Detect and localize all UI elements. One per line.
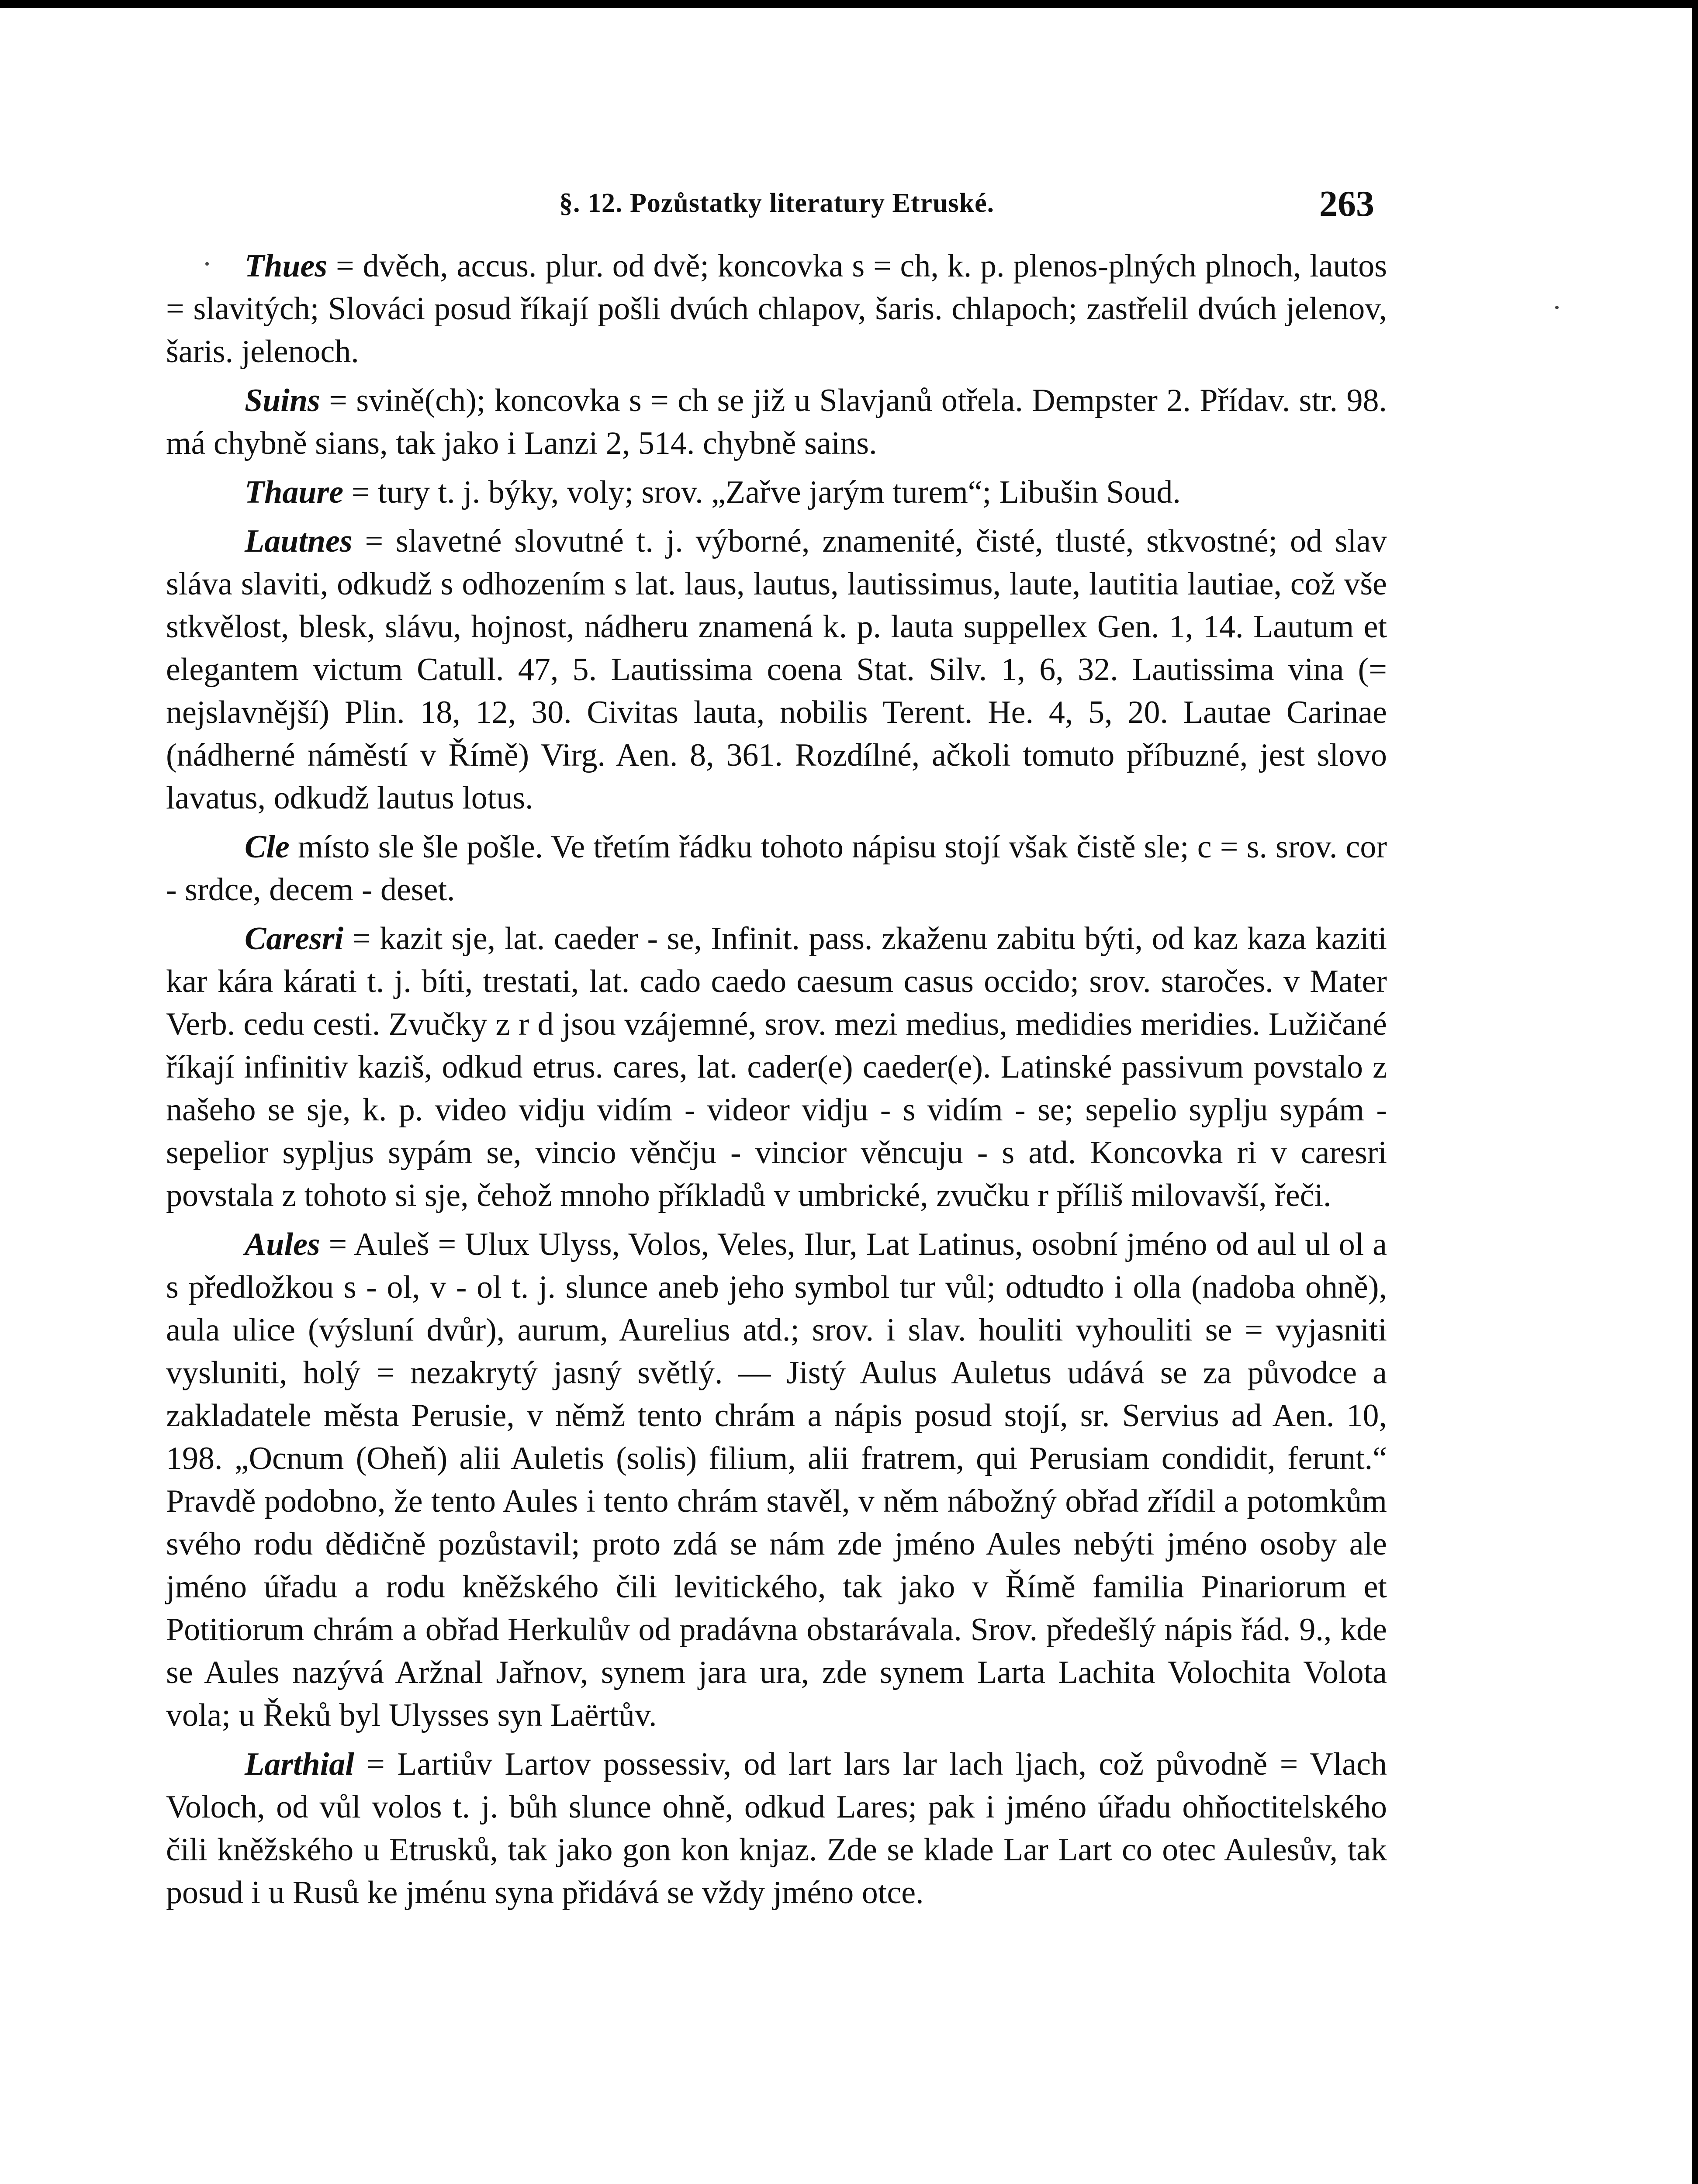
- running-head: §. 12. Pozůstatky literatury Etruské.: [559, 188, 995, 218]
- paragraph-caresri: [166, 917, 1387, 1217]
- paragraph-thues: [166, 245, 1387, 373]
- head-word: Thues: [245, 248, 328, 284]
- paragraph-lautnes: [166, 520, 1387, 819]
- paragraph-larthial: [166, 1743, 1387, 1914]
- head-word: Suins: [245, 383, 320, 418]
- paragraph-text: = svině(ch); koncovka s = ch se již u Slavjanů otřela. Dempster 2. Přídav. str. 98. má chybně sians, tak jako i Lanzi 2, 514. chybně sains.: [166, 383, 1387, 461]
- paragraph-aules: [166, 1223, 1387, 1737]
- head-word: Caresri: [245, 921, 344, 957]
- head-word: Larthial: [245, 1746, 354, 1782]
- head-word: Aules: [245, 1227, 320, 1262]
- paragraph-suins: [166, 379, 1387, 465]
- scan-speck: [1555, 306, 1559, 309]
- page-number: 263: [1319, 183, 1374, 224]
- scan-speck: [205, 262, 209, 266]
- paragraph-text: = slavetné slovutné t. j. výborné, znamenité, čisté, tlusté, stkvostné; od slav sláva slaviti, odkudž s odhozením s lat. laus, lautus, lautissimus, laute, lautitia lautiae, což vše stkvělost, blesk, slávu, hojnost, nádheru znamená k. p. lauta suppellex Gen. 1, 14. Lautum et elegantem victum Catull. 47, 5. Lautissima coena Stat. Silv. 1, 6, 32. Lautissima vina (= nejslavnější) Plin. 18, 12, 30. Civitas lauta, nobilis Terent. He. 4, 5, 20. Lautae Carinae (nádherné náměstí v Římě) Virg. Aen. 8, 361. Rozdílné, ačkoli tomuto příbuzné, jest slovo lavatus, odkudž lautus lotus.: [166, 523, 1387, 816]
- paragraph-text: = Auleš = Ulux Ulyss, Volos, Veles, Ilur, Lat Latinus, osobní jméno od aul ul ol a s předložkou s - ol, v - ol t. j. slunce aneb jeho symbol tur vůl; odtudto i olla (nadoba ohně), aula ulice (výsluní dvůr), aurum, Aurelius atd.; srov. i slav. houliti vyhouliti se = vyjasniti vysluniti, holý = nezakrytý jasný světlý. — Jistý Aulus Auletus udává se za původce a zakladatele města Perusie, v němž tento chrám a nápis posud stojí, sr. Servius ad Aen. 10, 198. „Ocnum (Oheň) alii Auletis (solis) filium, alii fratrem, qui Perusiam condidit, ferunt.“ Pravdě podobno, že tento Aules i tento chrám stavěl, v něm nábožný obřad zřídil a potomkům svého rodu dědičně pozůstavil; proto zdá se nám zde jméno Aules nebýti jméno osoby ale jméno úřadu a rodu kněžského čili levitického, tak jako v Římě familia Pinariorum et Potitiorum chrám a obřad Herkulův od pradávna obstarávala. Srov. předešlý nápis řád. 9., kde se Aules nazývá Aržnal Jařnov, synem jara ura, zde synem Larta Lachita Volochita Volota vola; u Řeků byl Ulysses syn Laërtův.: [166, 1227, 1387, 1733]
- paragraph-thaure: [166, 471, 1387, 514]
- scan-edge-right: [1692, 0, 1698, 2184]
- head-word: Cle: [245, 829, 290, 865]
- paragraph-cle: [166, 826, 1387, 911]
- paragraph-text: místo sle šle pošle. Ve třetím řádku tohoto nápisu stojí však čistě sle; c = s. srov. cor - srdce, decem - deset.: [166, 829, 1387, 908]
- scan-edge-top: [0, 0, 1698, 8]
- head-word: Lautnes: [245, 523, 353, 559]
- paragraph-text: = kazit sje, lat. caeder - se, Infinit. pass. zkaženu zabitu býti, od kaz kaza kaziti kar kára kárati t. j. bíti, trestati, lat. cado caedo caesum casus occido; srov. staročes. v Mater Verb. cedu cesti. Zvučky z r d jsou vzájemné, srov. mezi medius, medidies meridies. Lužičané říkají infinitiv kaziš, odkud etrus. cares, lat. cader(e) caeder(e). Latinské passivum povstalo z našeho se sje, k. p. video vidju vidím - videor vidju - s vidím - se; sepelio syplju sypám - sepelior sypljus sypám se, vincio věnčju - vincior věncuju - s atd. Koncovka ri v caresri povstala z tohoto si sje, čehož mnoho příkladů v umbrické, zvučku r příliš milovavší, řeči.: [166, 921, 1387, 1213]
- paragraph-text: = dvěch, accus. plur. od dvě; koncovka s = ch, k. p. plenos-plných plnoch, lautos = slavitých; Slováci posud říkají pošli dvúch chlapov, šaris. chlapoch; zastřelil dvúch jelenov, šaris. jelenoch.: [166, 248, 1387, 370]
- body-text: [166, 245, 1387, 1920]
- paragraph-text: = tury t. j. býky, voly; srov. „Zařve jarým turem“; Libušin Soud.: [343, 474, 1181, 510]
- paragraph-text: = Lartiův Lartov possessiv, od lart lars lar lach ljach, což původně = Vlach Voloch, od vůl volos t. j. bůh slunce ohně, odkud Lares; pak i jméno úřadu ohňoctitelského čili kněžského u Etrusků, tak jako gon kon knjaz. Zde se klade Lar Lart co otec Aulesův, tak posud i u Rusů ke jménu syna přidává se vždy jméno otce.: [166, 1746, 1387, 1911]
- head-word: Thaure: [245, 474, 344, 510]
